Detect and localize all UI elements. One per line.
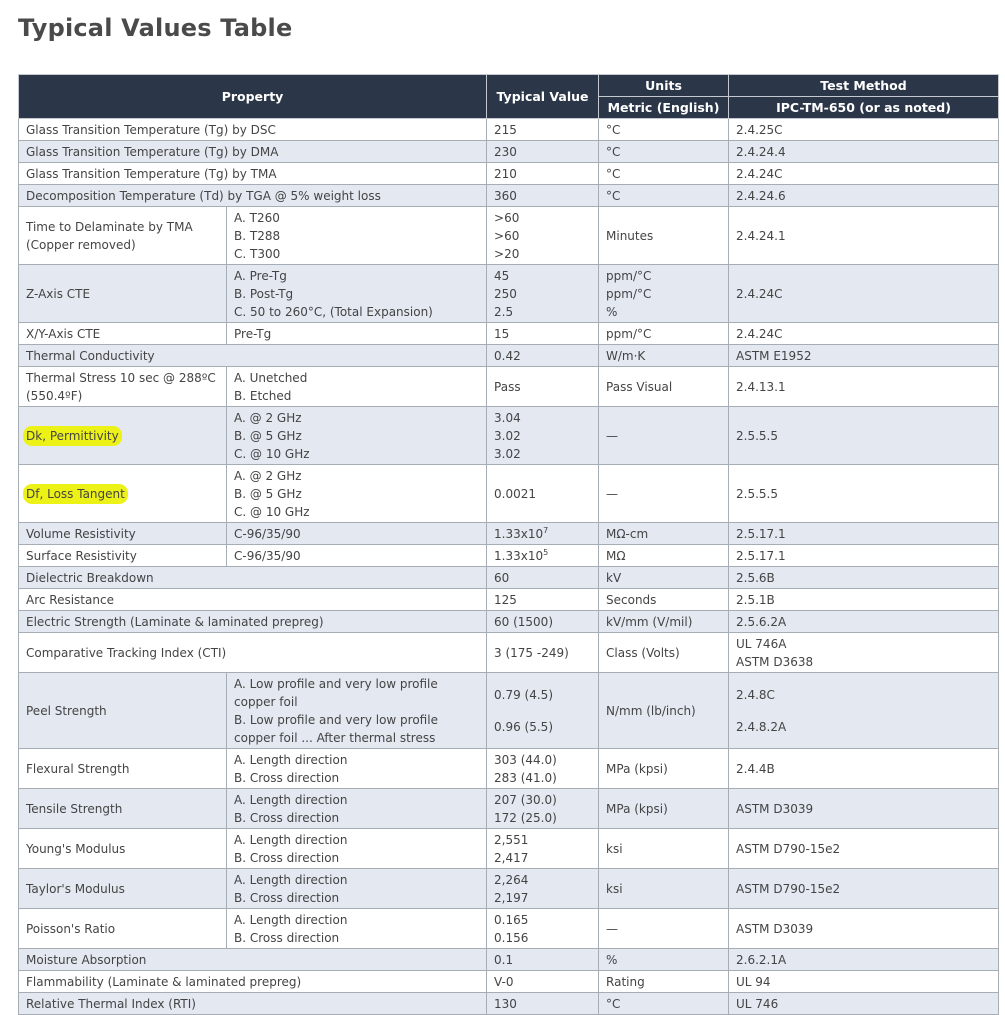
sub-cell: [227, 789, 487, 829]
property-cell: X/Y-Axis CTE: [19, 323, 227, 345]
table-row: [19, 185, 999, 207]
unit-item: %: [606, 304, 618, 319]
sub-cell: [227, 465, 487, 523]
method-cell: 2.5.1B: [729, 589, 999, 611]
value-cell: [487, 789, 599, 829]
table-row: [19, 673, 999, 749]
property-cell: Glass Transition Temperature (Tg) by TMA: [19, 163, 487, 185]
highlighted-property: Df, Loss Tangent: [26, 486, 125, 501]
value-cell: [487, 545, 599, 567]
value-item: 303 (44.0): [494, 752, 557, 767]
method-cell: 2.5.17.1: [729, 523, 999, 545]
property-cell: Glass Transition Temperature (Tg) by DSC: [19, 119, 487, 141]
value-item: 207 (30.0): [494, 792, 557, 807]
sub-cell: [227, 407, 487, 465]
unit-cell: Class (Volts): [599, 633, 729, 673]
method-cell: UL 746: [729, 993, 999, 1015]
table-row: [19, 141, 999, 163]
property-cell: Flammability (Laminate & laminated prepreg): [19, 971, 487, 993]
property-cell: Time to Delaminate by TMA (Copper removed): [19, 207, 227, 265]
value-item: 2,417: [494, 850, 529, 865]
table-row: [19, 633, 999, 673]
unit-cell: W/m·K: [599, 345, 729, 367]
sub-cell: [227, 207, 487, 265]
method-cell: 2.4.24C: [729, 265, 999, 323]
value-cell: 360: [487, 185, 599, 207]
value-cell: 210: [487, 163, 599, 185]
table-row: [19, 971, 999, 993]
value-cell: 60: [487, 567, 599, 589]
property-cell: Volume Resistivity: [19, 523, 227, 545]
method-item: ASTM D3638: [736, 654, 814, 669]
unit-cell: °C: [599, 119, 729, 141]
sub-item: A. Low profile and very low profile copper foil: [234, 676, 438, 709]
value-cell: 125: [487, 589, 599, 611]
property-cell: Relative Thermal Index (RTI): [19, 993, 487, 1015]
value-cell: [487, 869, 599, 909]
property-cell: Surface Resistivity: [19, 545, 227, 567]
method-cell: 2.5.17.1: [729, 545, 999, 567]
unit-cell: Minutes: [599, 207, 729, 265]
table-row: [19, 909, 999, 949]
table-row: [19, 163, 999, 185]
method-cell: 2.5.6B: [729, 567, 999, 589]
sub-cell: Pre-Tg: [227, 323, 487, 345]
unit-cell: °C: [599, 141, 729, 163]
property-cell: Tensile Strength: [19, 789, 227, 829]
unit-cell: Rating: [599, 971, 729, 993]
method-item: 2.4.8C: [736, 687, 775, 702]
method-cell: 2.4.24.4: [729, 141, 999, 163]
table-row: [19, 611, 999, 633]
value-cell: [487, 909, 599, 949]
table-row: [19, 749, 999, 789]
value-cell: 230: [487, 141, 599, 163]
header-test-method-sub: IPC-TM-650 (or as noted): [729, 97, 999, 119]
table-row: [19, 465, 999, 523]
unit-cell: —: [599, 909, 729, 949]
unit-cell: ppm/°C: [599, 323, 729, 345]
highlighted-property: Dk, Permittivity: [26, 428, 119, 443]
method-cell: ASTM E1952: [729, 345, 999, 367]
table-row: [19, 207, 999, 265]
value-cell: V-0: [487, 971, 599, 993]
value-item: 2,551: [494, 832, 529, 847]
method-item: 2.4.8.2A: [736, 719, 787, 734]
table-row: [19, 119, 999, 141]
unit-item: ppm/°C: [606, 286, 652, 301]
property-cell: Taylor's Modulus: [19, 869, 227, 909]
sub-item: C. @ 10 GHz: [234, 504, 310, 519]
method-cell: 2.4.24.1: [729, 207, 999, 265]
method-cell: [729, 673, 999, 749]
table-row: [19, 523, 999, 545]
value-item: 45: [494, 268, 510, 283]
sub-item: A. Length direction: [234, 792, 348, 807]
sub-item: A. Unetched: [234, 370, 308, 385]
unit-item: ppm/°C: [606, 268, 652, 283]
property-cell: [19, 407, 227, 465]
table-row: [19, 265, 999, 323]
method-cell: 2.6.2.1A: [729, 949, 999, 971]
unit-cell: Seconds: [599, 589, 729, 611]
method-cell: ASTM D3039: [729, 789, 999, 829]
sub-item: C. 50 to 260°C, (Total Expansion): [234, 304, 433, 319]
table-row: [19, 567, 999, 589]
unit-cell: Pass Visual: [599, 367, 729, 407]
value-item: 172 (25.0): [494, 810, 557, 825]
table-row: [19, 789, 999, 829]
value-item: 0.96 (5.5): [494, 719, 553, 734]
property-cell: Thermal Conductivity: [19, 345, 487, 367]
table-row: [19, 949, 999, 971]
method-cell: 2.4.25C: [729, 119, 999, 141]
value-exponent: 7: [543, 525, 549, 535]
method-cell: ASTM D790-15e2: [729, 829, 999, 869]
unit-cell: °C: [599, 185, 729, 207]
property-cell: Decomposition Temperature (Td) by TGA @ 5% weight loss: [19, 185, 487, 207]
method-cell: 2.4.4B: [729, 749, 999, 789]
method-cell: 2.4.13.1: [729, 367, 999, 407]
sub-cell: C-96/35/90: [227, 545, 487, 567]
value-cell: 60 (1500): [487, 611, 599, 633]
property-cell: Poisson's Ratio: [19, 909, 227, 949]
sub-item: B. Cross direction: [234, 770, 340, 785]
table-row: [19, 993, 999, 1015]
value-cell: 0.1: [487, 949, 599, 971]
value-item: 0.156: [494, 930, 529, 945]
unit-cell: °C: [599, 993, 729, 1015]
method-item: UL 746A: [736, 636, 787, 651]
unit-cell: —: [599, 465, 729, 523]
value-cell: 15: [487, 323, 599, 345]
header-typical-value: Typical Value: [487, 75, 599, 119]
sub-item: C. @ 10 GHz: [234, 446, 310, 461]
method-cell: 2.4.24.6: [729, 185, 999, 207]
table-row: [19, 589, 999, 611]
property-cell: Flexural Strength: [19, 749, 227, 789]
sub-item: B. Cross direction: [234, 810, 340, 825]
value-mantissa: 1.33x10: [494, 526, 544, 541]
sub-item: B. Cross direction: [234, 930, 340, 945]
method-cell: [729, 633, 999, 673]
unit-cell: %: [599, 949, 729, 971]
value-cell: [487, 265, 599, 323]
sub-item: A. Length direction: [234, 752, 348, 767]
property-cell: Z-Axis CTE: [19, 265, 227, 323]
value-cell: [487, 207, 599, 265]
header-units: Units: [599, 75, 729, 97]
table-body: [19, 119, 999, 1015]
value-item: 3.02: [494, 428, 521, 443]
value-cell: 130: [487, 993, 599, 1015]
value-item: 3.02: [494, 446, 521, 461]
sub-cell: [227, 749, 487, 789]
unit-cell: ksi: [599, 869, 729, 909]
value-item: 0.165: [494, 912, 529, 927]
sub-item: B. Cross direction: [234, 850, 340, 865]
table-row: [19, 545, 999, 567]
unit-cell: ksi: [599, 829, 729, 869]
header-units-sub: Metric (English): [599, 97, 729, 119]
property-cell: Thermal Stress 10 sec @ 288ºC (550.4ºF): [19, 367, 227, 407]
sub-item: A. @ 2 GHz: [234, 410, 302, 425]
property-cell: Young's Modulus: [19, 829, 227, 869]
value-item: >20: [494, 246, 520, 261]
value-item: 2,197: [494, 890, 529, 905]
value-cell: Pass: [487, 367, 599, 407]
unit-cell: °C: [599, 163, 729, 185]
unit-cell: kV: [599, 567, 729, 589]
sub-item: C. T300: [234, 246, 281, 261]
value-exponent: 5: [543, 547, 549, 557]
method-cell: ASTM D3039: [729, 909, 999, 949]
unit-cell: N/mm (lb/inch): [599, 673, 729, 749]
method-cell: 2.4.24C: [729, 163, 999, 185]
sub-item: A. T260: [234, 210, 280, 225]
value-cell: [487, 749, 599, 789]
unit-cell: [599, 265, 729, 323]
sub-item: A. Length direction: [234, 912, 348, 927]
sub-item: A. Length direction: [234, 872, 348, 887]
sub-cell: C-96/35/90: [227, 523, 487, 545]
table-row: [19, 367, 999, 407]
sub-item: A. Pre-Tg: [234, 268, 287, 283]
sub-item: B. Cross direction: [234, 890, 340, 905]
unit-cell: MPa (kpsi): [599, 749, 729, 789]
sub-item: B. Etched: [234, 388, 292, 403]
unit-cell: kV/mm (V/mil): [599, 611, 729, 633]
method-cell: 2.5.5.5: [729, 465, 999, 523]
unit-cell: —: [599, 407, 729, 465]
value-item: >60: [494, 210, 520, 225]
typical-values-table: [18, 74, 999, 1015]
property-cell: Dielectric Breakdown: [19, 567, 487, 589]
method-cell: 2.5.6.2A: [729, 611, 999, 633]
value-mantissa: 1.33x10: [494, 548, 544, 563]
sub-item: B. Post-Tg: [234, 286, 294, 301]
property-cell: Glass Transition Temperature (Tg) by DMA: [19, 141, 487, 163]
table-row: [19, 869, 999, 909]
value-item: >60: [494, 228, 520, 243]
sub-item: A. Length direction: [234, 832, 348, 847]
method-cell: 2.5.5.5: [729, 407, 999, 465]
property-cell: Moisture Absorption: [19, 949, 487, 971]
table-row: [19, 829, 999, 869]
sub-cell: [227, 909, 487, 949]
sub-cell: [227, 869, 487, 909]
value-item: 2.5: [494, 304, 514, 319]
method-cell: 2.4.24C: [729, 323, 999, 345]
property-cell: Comparative Tracking Index (CTI): [19, 633, 487, 673]
value-item: 250: [494, 286, 517, 301]
sub-cell: [227, 367, 487, 407]
sub-cell: [227, 265, 487, 323]
property-cell: Arc Resistance: [19, 589, 487, 611]
sub-cell: [227, 673, 487, 749]
value-item: 0.79 (4.5): [494, 687, 553, 702]
sub-item: A. @ 2 GHz: [234, 468, 302, 483]
value-cell: [487, 673, 599, 749]
value-cell: [487, 523, 599, 545]
value-cell: [487, 829, 599, 869]
sub-item: B. Low profile and very low profile copper foil ... After thermal stress: [234, 712, 438, 745]
unit-cell: MPa (kpsi): [599, 789, 729, 829]
value-cell: 0.0021: [487, 465, 599, 523]
unit-cell: MΩ-cm: [599, 523, 729, 545]
value-item: 2,264: [494, 872, 529, 887]
unit-cell: MΩ: [599, 545, 729, 567]
property-cell: Electric Strength (Laminate & laminated prepreg): [19, 611, 487, 633]
property-cell: Peel Strength: [19, 673, 227, 749]
value-item: 283 (41.0): [494, 770, 557, 785]
value-cell: 0.42: [487, 345, 599, 367]
sub-item: B. T288: [234, 228, 281, 243]
value-cell: [487, 407, 599, 465]
sub-item: B. @ 5 GHz: [234, 428, 302, 443]
page-title: Typical Values Table: [18, 14, 293, 42]
sub-cell: [227, 829, 487, 869]
value-cell: 215: [487, 119, 599, 141]
value-cell: 3 (175 -249): [487, 633, 599, 673]
property-cell: [19, 465, 227, 523]
table-row: [19, 345, 999, 367]
sub-item: B. @ 5 GHz: [234, 486, 302, 501]
table-row: [19, 407, 999, 465]
table-row: [19, 323, 999, 345]
method-cell: ASTM D790-15e2: [729, 869, 999, 909]
method-cell: UL 94: [729, 971, 999, 993]
header-property: Property: [19, 75, 487, 119]
header-test-method: Test Method: [729, 75, 999, 97]
value-item: 3.04: [494, 410, 521, 425]
